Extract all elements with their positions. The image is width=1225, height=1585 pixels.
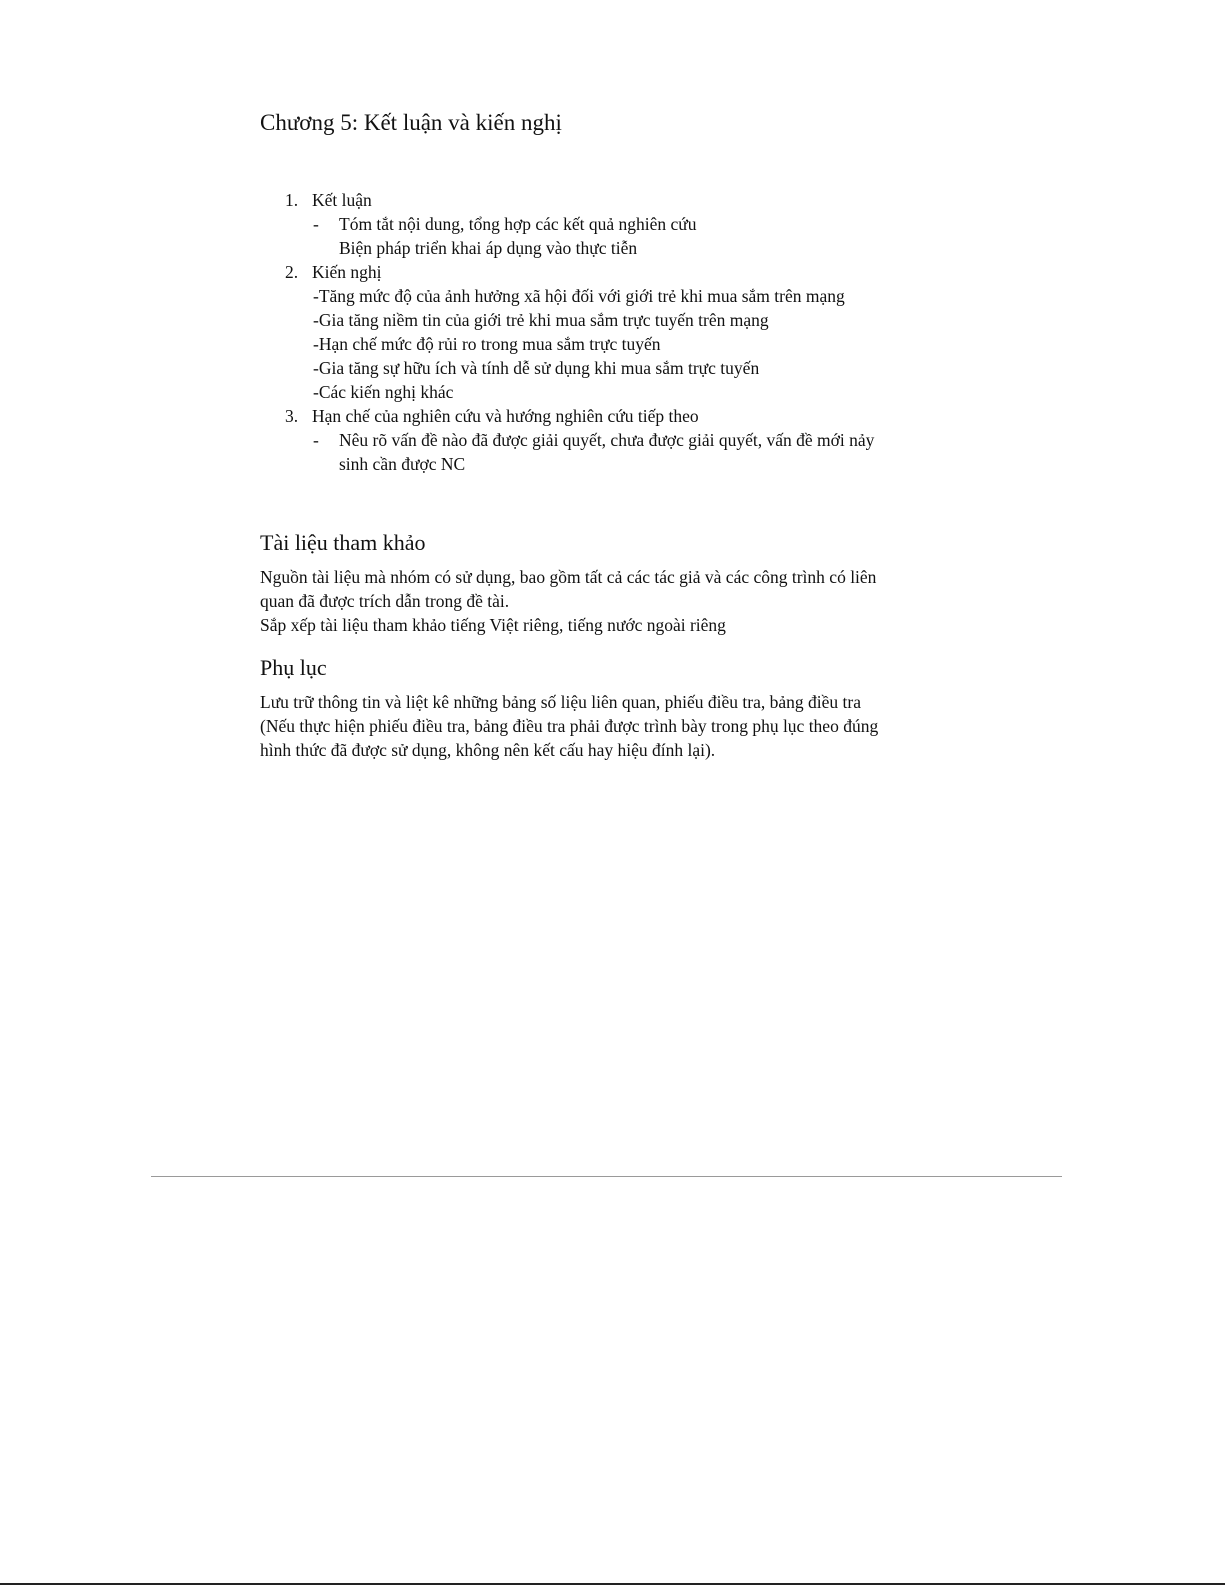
references-line: Sắp xếp tài liệu tham khảo tiếng Việt riêng, tiếng nước ngoài riêng — [260, 615, 726, 635]
list-item-conclusion — [260, 188, 960, 260]
list-item-recommendations — [260, 260, 960, 404]
sub-item-text: Biện pháp triển khai áp dụng vào thực tiễn — [339, 238, 638, 258]
list-label: Kết luận — [312, 190, 372, 210]
references-heading: Tài liệu tham khảo — [260, 530, 426, 555]
sub-item-text: -Hạn chế mức độ rủi ro trong mua sắm trực tuyến — [313, 334, 661, 354]
sub-item-text: -Gia tăng niềm tin của giới trẻ khi mua sắm trực tuyến trên mạng — [313, 310, 769, 330]
references-section — [260, 528, 960, 637]
list-number: 1. — [285, 190, 299, 210]
numbered-list — [260, 188, 960, 476]
chapter-title: Chương 5: Kết luận và kiến nghị — [260, 110, 562, 135]
appendix-line: (Nếu thực hiện phiếu điều tra, bảng điều tra phải được trình bày trong phụ lục theo đúng — [260, 716, 879, 736]
sub-item-text: -Gia tăng sự hữu ích và tính dễ sử dụng khi mua sắm trực tuyến — [313, 358, 760, 378]
list-item-limitations — [260, 404, 960, 476]
dash-bullet: - — [313, 430, 319, 450]
sub-item-text: -Tăng mức độ của ảnh hưởng xã hội đối với giới trẻ khi mua sắm trên mạng — [313, 286, 845, 306]
page-divider — [151, 1176, 1062, 1177]
sub-item-text: Tóm tắt nội dung, tổng hợp các kết quả nghiên cứu — [339, 214, 697, 234]
list-number: 2. — [285, 262, 299, 282]
list-label: Hạn chế của nghiên cứu và hướng nghiên cứu tiếp theo — [312, 406, 699, 426]
sub-item-text: Nêu rõ vấn đề nào đã được giải quyết, chưa được giải quyết, vấn đề mới nảy — [339, 430, 875, 450]
appendix-heading: Phụ lục — [260, 655, 327, 680]
sub-item-text: sinh cần được NC — [339, 454, 466, 474]
list-number: 3. — [285, 406, 299, 426]
references-line: quan đã được trích dẫn trong đề tài. — [260, 591, 510, 611]
appendix-line: hình thức đã được sử dụng, không nên kết cấu hay hiệu đính lại). — [260, 740, 716, 760]
list-label: Kiến nghị — [312, 262, 382, 282]
sub-item-text: -Các kiến nghị khác — [313, 382, 454, 402]
appendix-line: Lưu trữ thông tin và liệt kê những bảng số liệu liên quan, phiếu điều tra, bảng điều tra — [260, 692, 861, 712]
dash-bullet: - — [313, 214, 319, 234]
appendix-section — [260, 653, 960, 762]
references-line: Nguồn tài liệu mà nhóm có sử dụng, bao gồm tất cả các tác giả và các công trình có liên — [260, 567, 877, 587]
